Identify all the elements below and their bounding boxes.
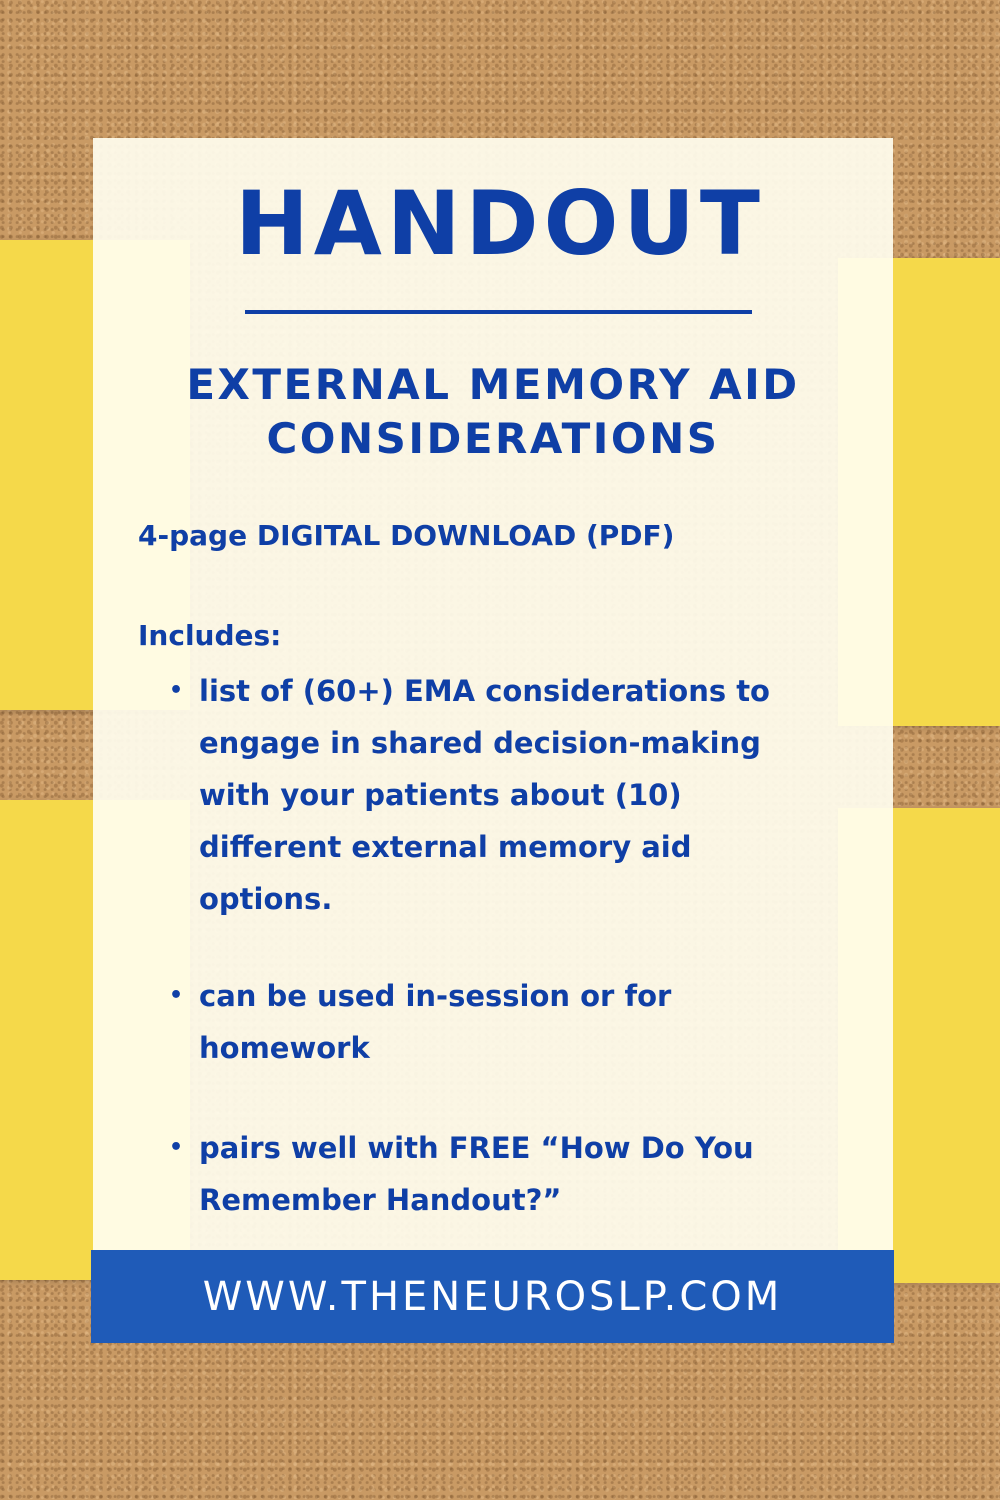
includes-heading: Includes: [138, 619, 282, 652]
download-info: 4-page DIGITAL DOWNLOAD (PDF) [138, 519, 675, 552]
bullet-icon: • [169, 678, 184, 703]
bullet-icon: • [169, 1135, 184, 1160]
list-item [165, 970, 879, 1074]
list-item-line: can be used in-session or for [199, 979, 672, 1013]
list-item-line: engage in shared decision-making [199, 726, 761, 760]
title-divider [245, 310, 752, 314]
list-item [165, 665, 879, 925]
list-item-line: different external memory aid [199, 830, 692, 864]
list-item-line: Remember Handout?” [199, 1183, 562, 1217]
bullet-icon: • [169, 983, 184, 1008]
subtitle [93, 358, 893, 466]
list-item [165, 1122, 879, 1226]
list-item-line: list of (60+) EMA considerations to [199, 674, 770, 708]
list-item-line: with your patients about (10) [199, 778, 682, 812]
subtitle-line: EXTERNAL MEMORY AID [186, 360, 800, 409]
subtitle-line: CONSIDERATIONS [266, 414, 720, 463]
list-item-line: homework [199, 1031, 370, 1065]
list-item-line: pairs well with FREE “How Do You [199, 1131, 754, 1165]
page-title: HANDOUT [235, 172, 765, 275]
list-item-line: options. [199, 882, 333, 916]
website-url[interactable]: WWW.THENEUROSLP.COM [202, 1273, 783, 1320]
website-banner[interactable] [91, 1250, 894, 1343]
